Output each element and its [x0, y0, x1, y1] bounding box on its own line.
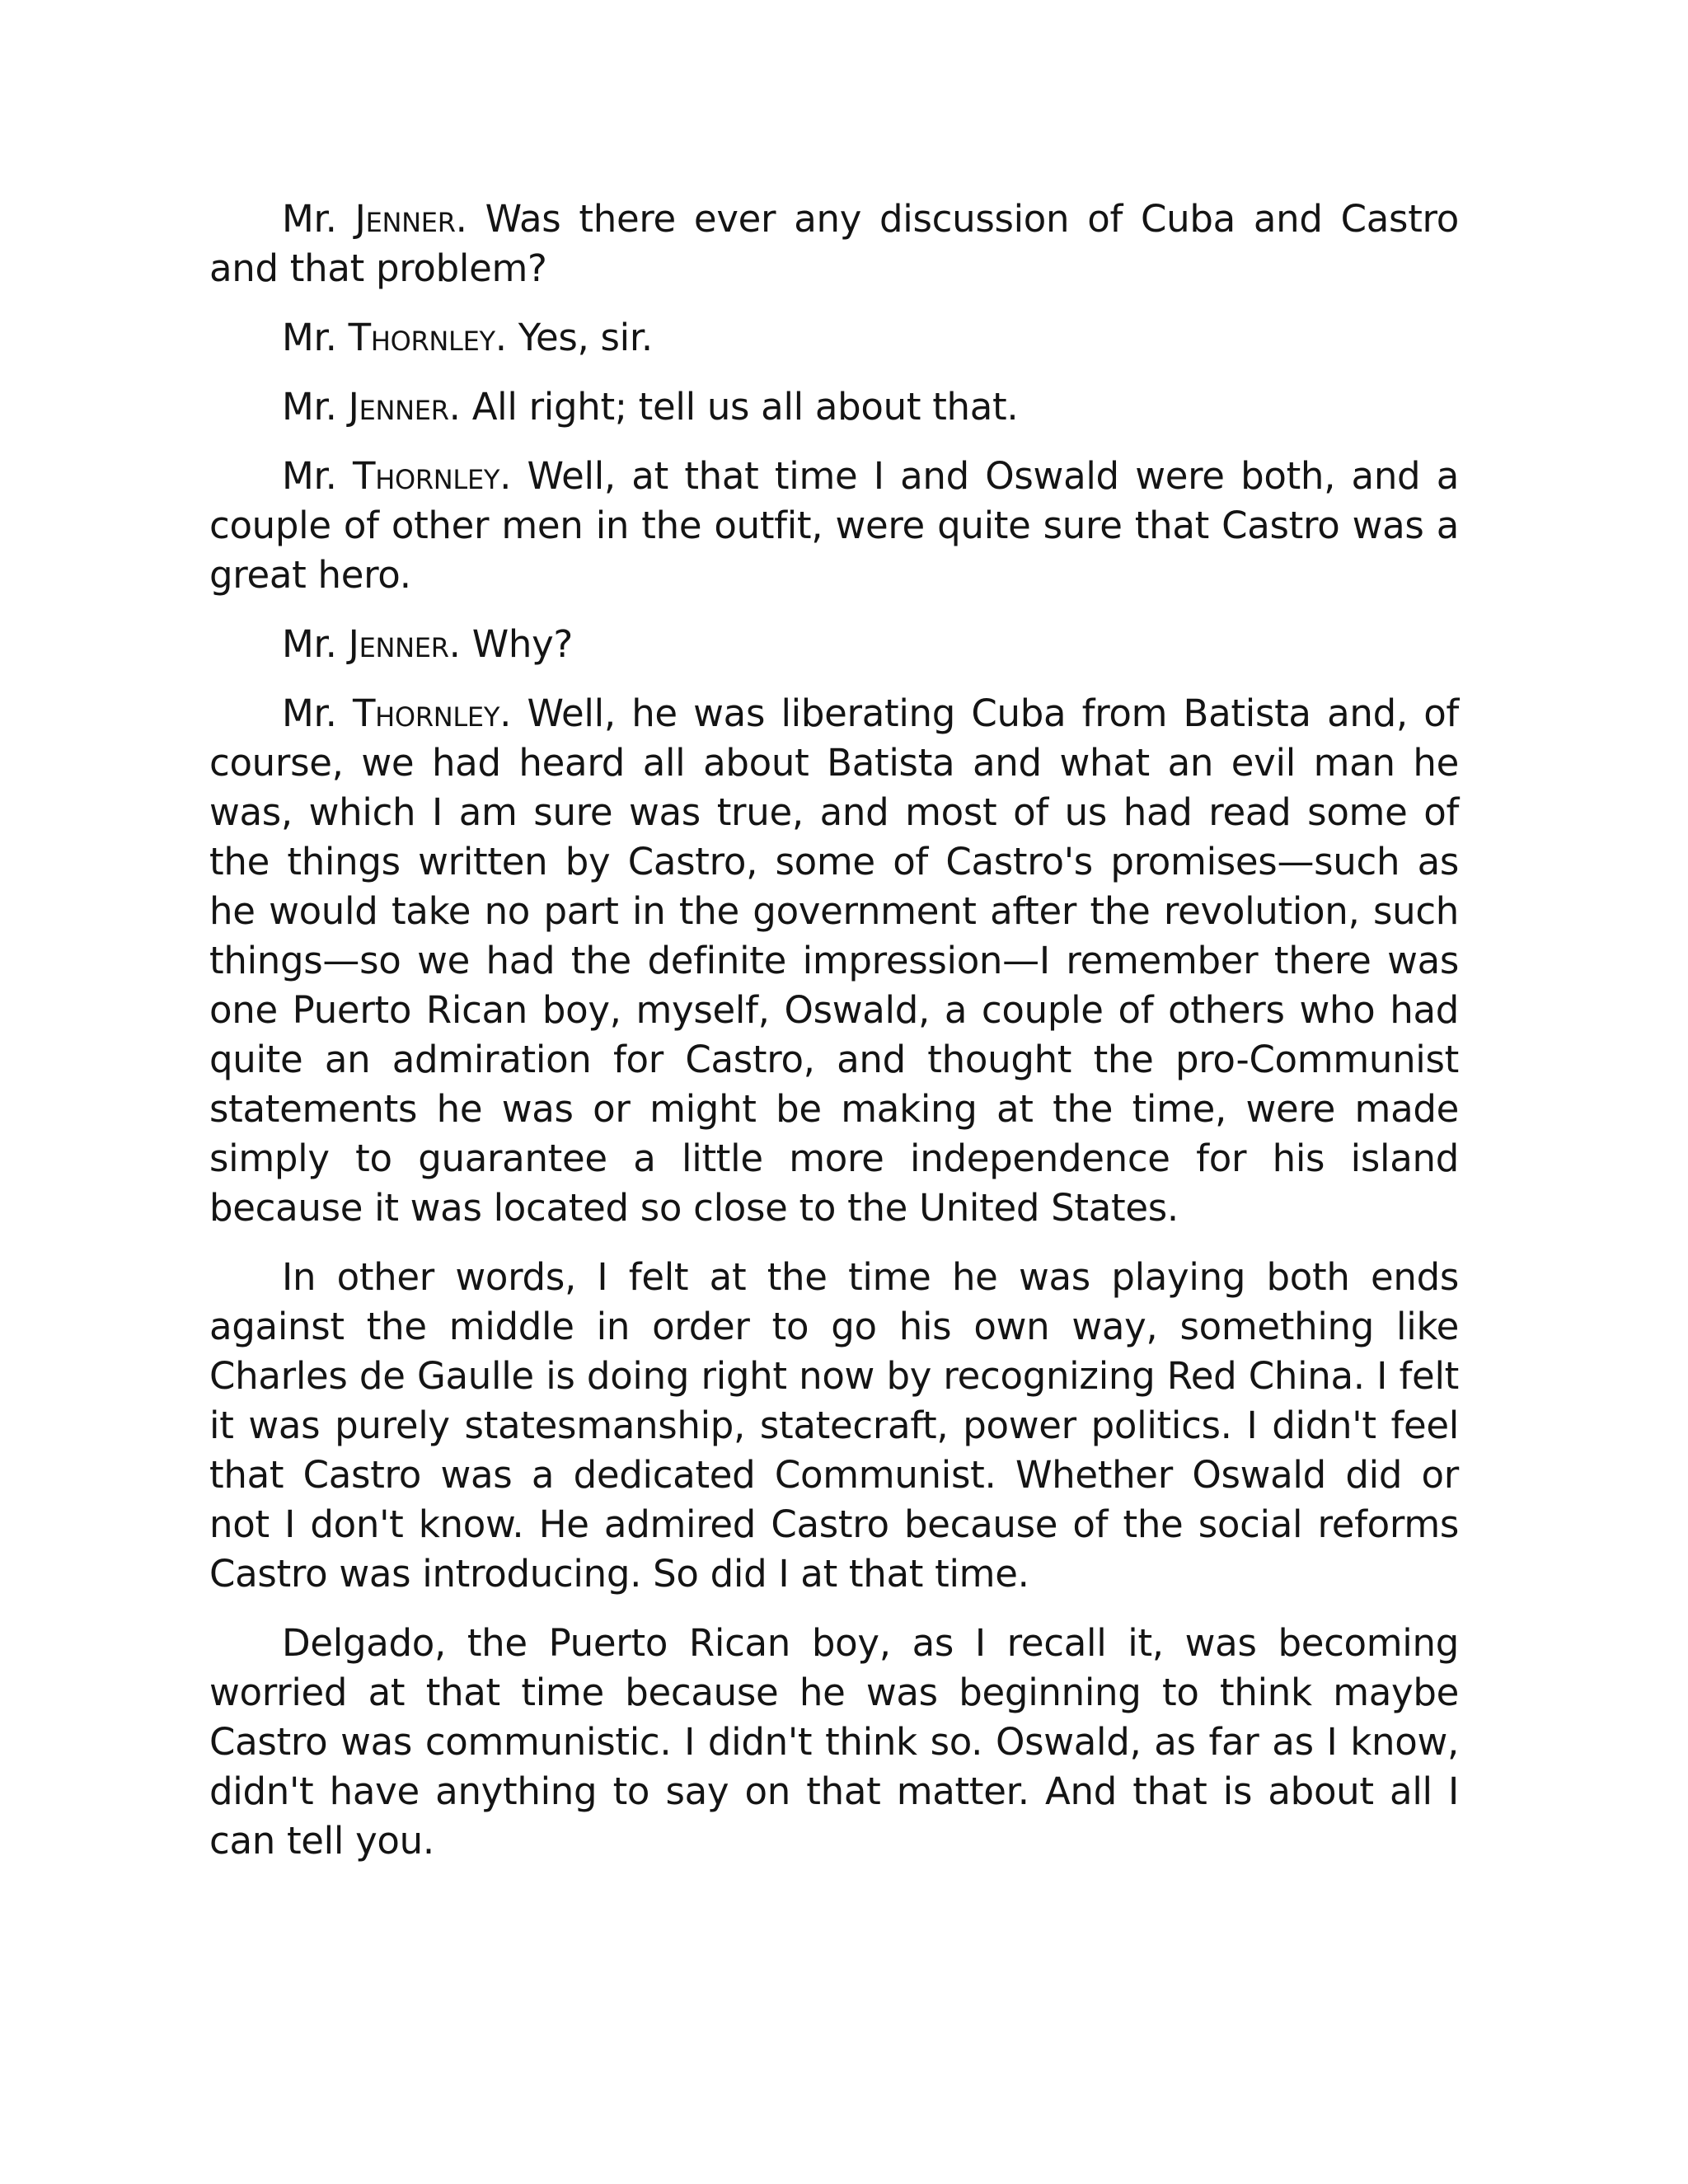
speaker-label: Mr. Jenner.	[282, 197, 467, 241]
testimony-paragraph-5	[209, 620, 1459, 669]
testimony-paragraph-6	[209, 689, 1459, 1233]
paragraph-text: Well, he was liberating Cuba from Batista and, of course, we had heard all about Batista and what an evil man he was, which I am sure was true, and most of us had read some of the things written by Castro, some of Castro's promises—such as he would take no part in the government after the revolution, such things—so we had the definite impression—I remember there was one Puerto Rican boy, myself, Oswald, a couple of others who had quite an admiration for Castro, and thought the pro-Communist statements he was or might be making at the time, were made simply to guarantee a little more independence for his island because it was located so close to the United States.	[209, 691, 1459, 1230]
paragraph-text: In other words, I felt at the time he was playing both ends against the middle in order to go his own way, something like Charles de Gaulle is doing right now by recognizing Red China. I felt it was purely statesmanship, statecraft, power politics. I didn't feel that Castro was a dedicated Communist. Whether Oswald did or not I don't know. He admired Castro because of the social reforms Castro was introducing. So did I at that time.	[209, 1255, 1459, 1596]
paragraph-text: All right; tell us all about that.	[471, 385, 1019, 429]
testimony-paragraph-4	[209, 452, 1459, 600]
testimony-paragraph-8	[209, 1619, 1459, 1866]
speaker-label: Mr. Thornley.	[282, 691, 512, 735]
testimony-paragraph-7	[209, 1253, 1459, 1599]
document-page	[209, 194, 1459, 1886]
paragraph-text: Yes, sir.	[518, 316, 653, 359]
speaker-label: Mr. Thornley.	[282, 454, 512, 498]
paragraph-text: Delgado, the Puerto Rican boy, as I recall it, was becoming worried at that time because he was beginning to think maybe Castro was communistic. I didn't think so. Oswald, as far as I know, didn't have anything to say on that matter. And that is about all I can tell you.	[209, 1621, 1459, 1863]
speaker-label: Mr. Jenner.	[282, 385, 461, 429]
testimony-paragraph-1	[209, 194, 1459, 293]
paragraph-text: Was there ever any discussion of Cuba and Castro and that problem?	[209, 197, 1459, 290]
speaker-label: Mr. Thornley.	[282, 316, 507, 359]
paragraph-text: Well, at that time I and Oswald were both, and a couple of other men in the outfit, were quite sure that Castro was a great hero.	[209, 454, 1459, 597]
paragraph-text: Why?	[471, 622, 574, 666]
testimony-paragraph-2	[209, 313, 1459, 363]
testimony-paragraph-3	[209, 382, 1459, 432]
speaker-label: Mr. Jenner.	[282, 622, 461, 666]
